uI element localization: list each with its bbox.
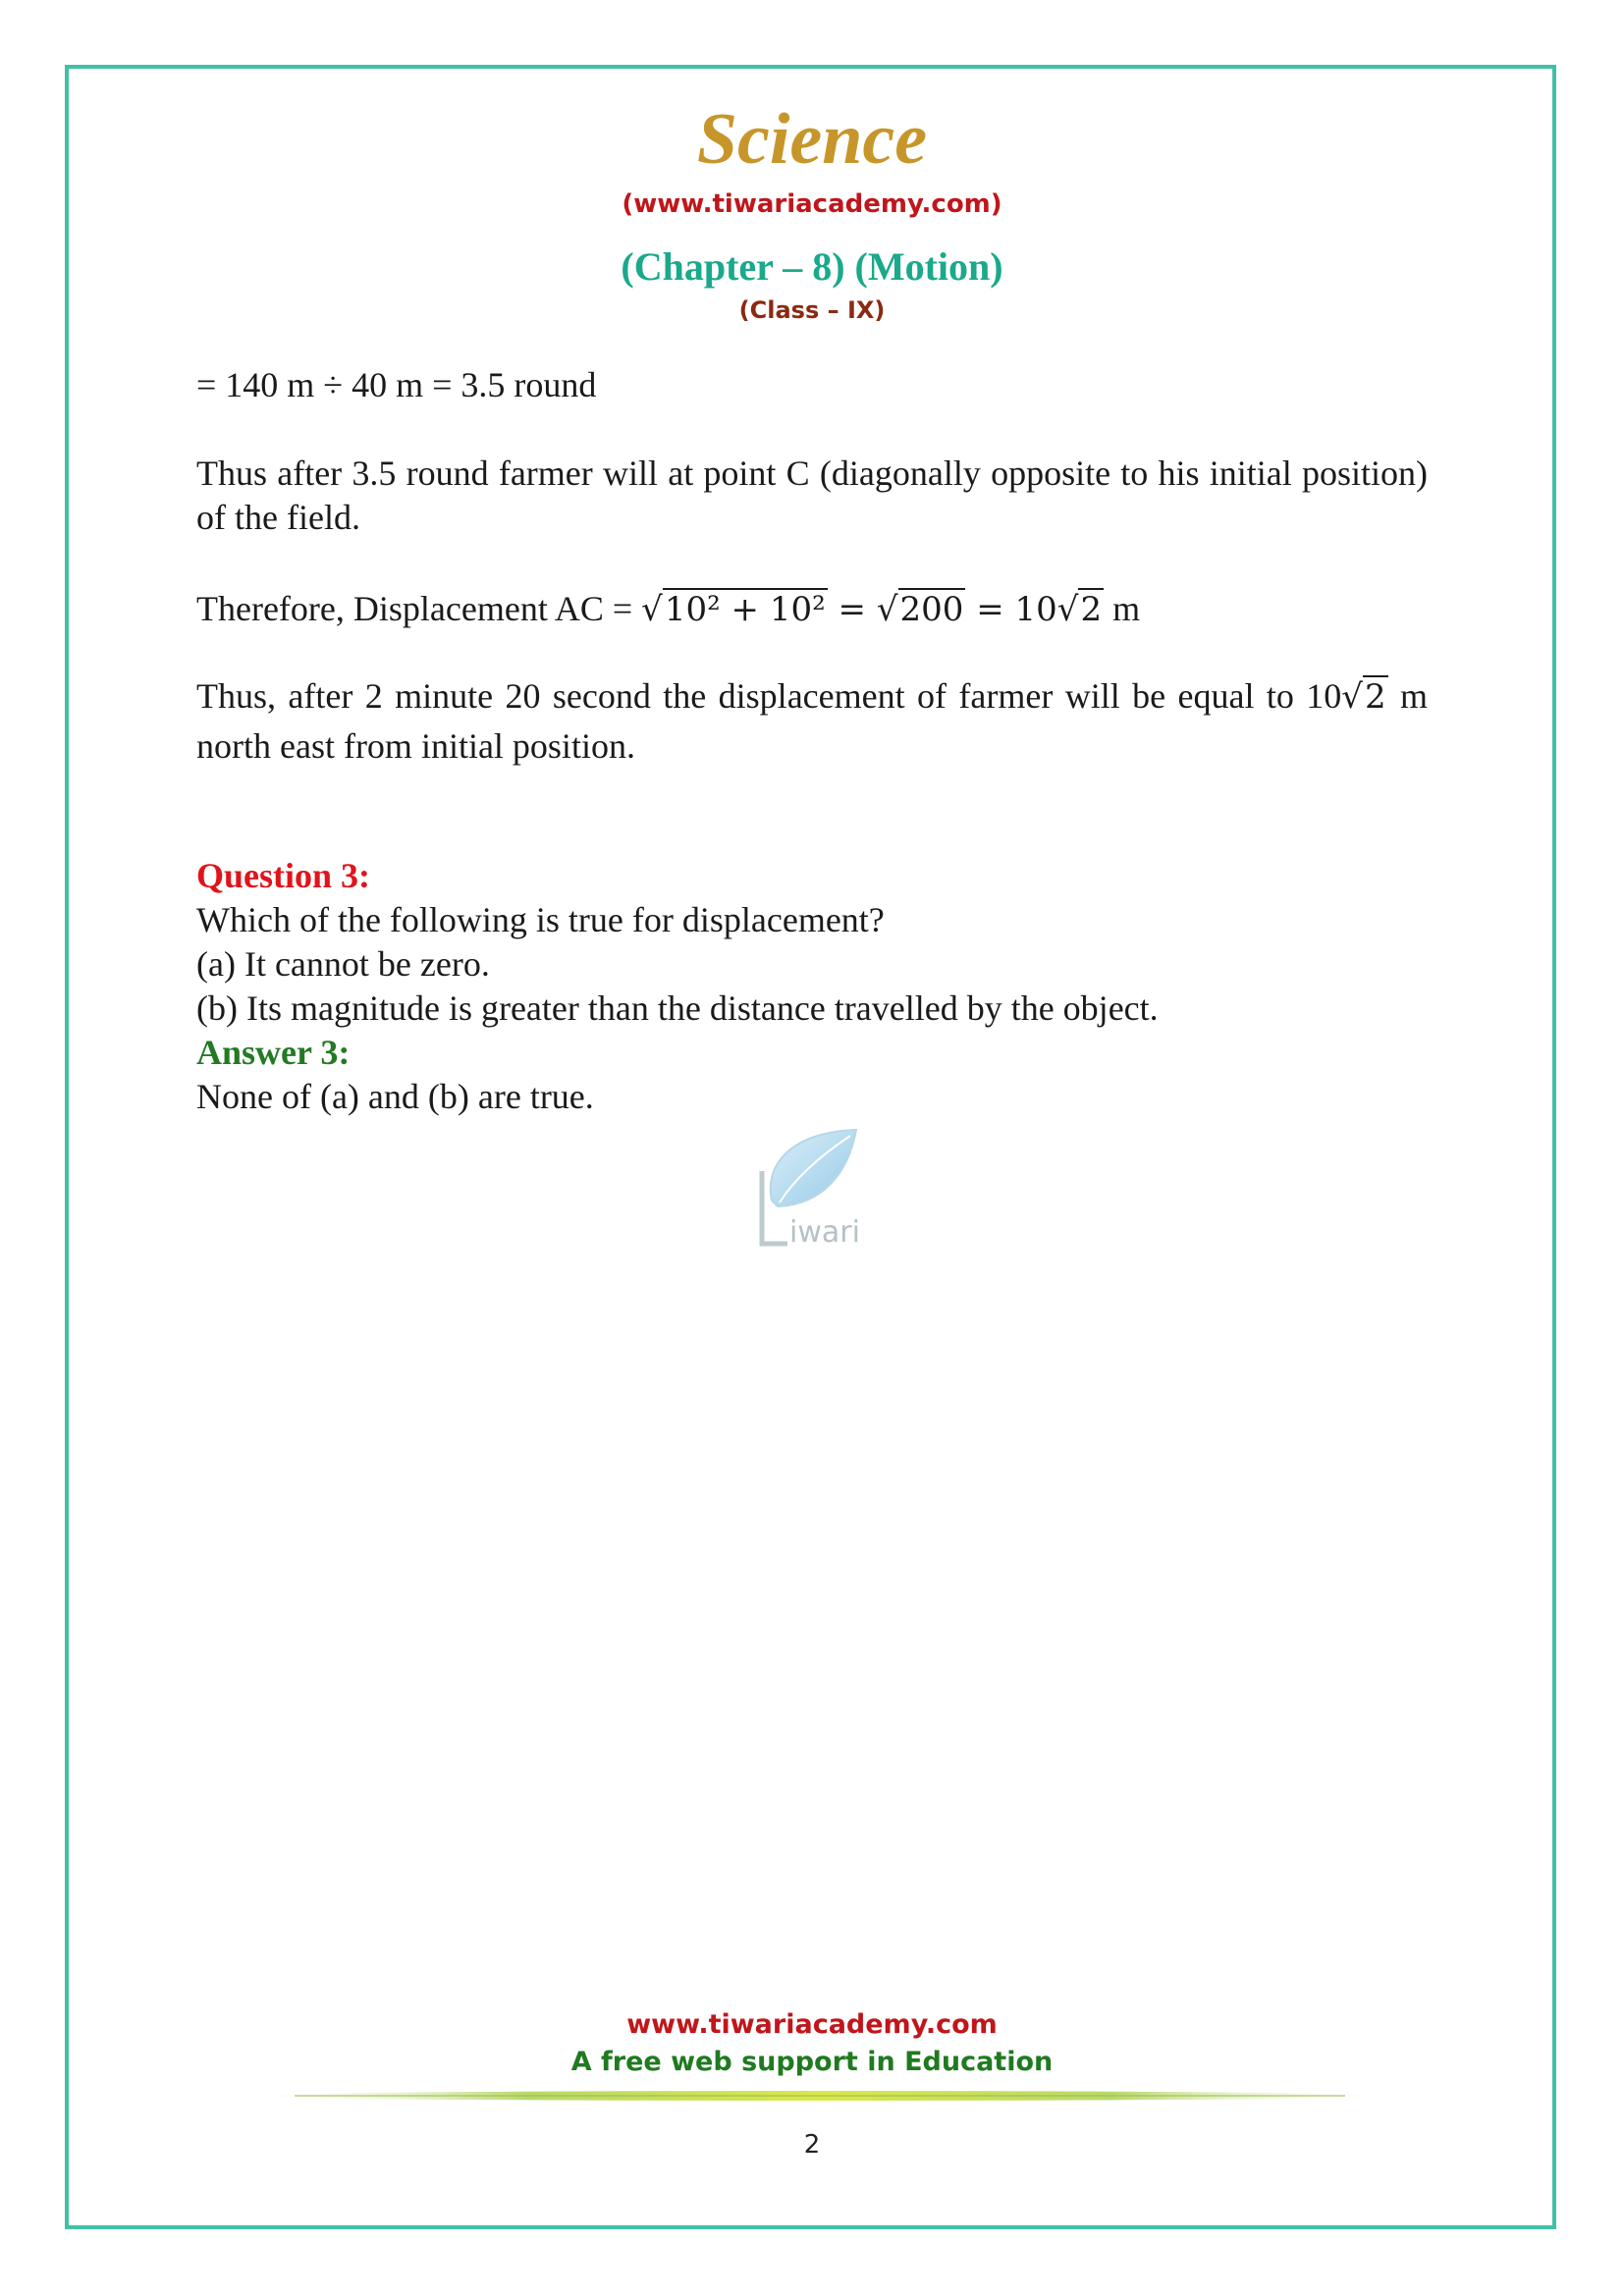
option-b: (b) Its magnitude is greater than the distance travelled by the object.	[196, 988, 1159, 1028]
sqrt-expression-1: √10² + 10²	[641, 590, 826, 629]
equals-1: =	[827, 590, 877, 629]
displacement-prefix: Therefore, Displacement AC =	[196, 589, 642, 628]
question-label: Question 3:	[196, 856, 371, 895]
page-content	[196, 363, 1428, 1119]
sqrt-expression-3: √2	[1056, 590, 1103, 629]
question-text: Which of the following is true for displacement?	[196, 900, 885, 939]
paragraph-position: Thus after 3.5 round farmer will at point C (diagonally opposite to his initial position) of the field.	[196, 454, 1428, 537]
unit-m: m	[1104, 589, 1141, 628]
chapter-heading: (Chapter – 8) (Motion)	[621, 244, 1003, 289]
paragraph-displacement-result: Thus, after 2 minute 20 second the displacement of farmer will be equal to 10√2 m north east from initial position.	[196, 671, 1428, 771]
option-a: (a) It cannot be zero.	[196, 944, 490, 984]
sqrt-expression-2: √200	[876, 590, 964, 629]
leaf-logo-icon	[754, 1124, 872, 1252]
watermark-text: iwari	[789, 1215, 860, 1250]
sqrt-expression-4: √2	[1341, 677, 1386, 717]
footer-website: www.tiwariacademy.com	[626, 2009, 998, 2040]
equals-2: = 10	[965, 590, 1057, 629]
displacement-equation	[196, 587, 1428, 632]
header-website: (www.tiwariacademy.com)	[622, 189, 1002, 219]
class-label: (Class – IX)	[738, 296, 886, 324]
answer-text: None of (a) and (b) are true.	[196, 1077, 594, 1116]
answer-label: Answer 3:	[196, 1033, 351, 1072]
footer-divider	[236, 2089, 1404, 2103]
page-title: Science	[696, 99, 928, 180]
page-number: 2	[803, 2130, 821, 2160]
footer-tagline: A free web support in Education	[570, 2047, 1054, 2077]
calculation-line: = 140 m ÷ 40 m = 3.5 round	[196, 365, 597, 404]
